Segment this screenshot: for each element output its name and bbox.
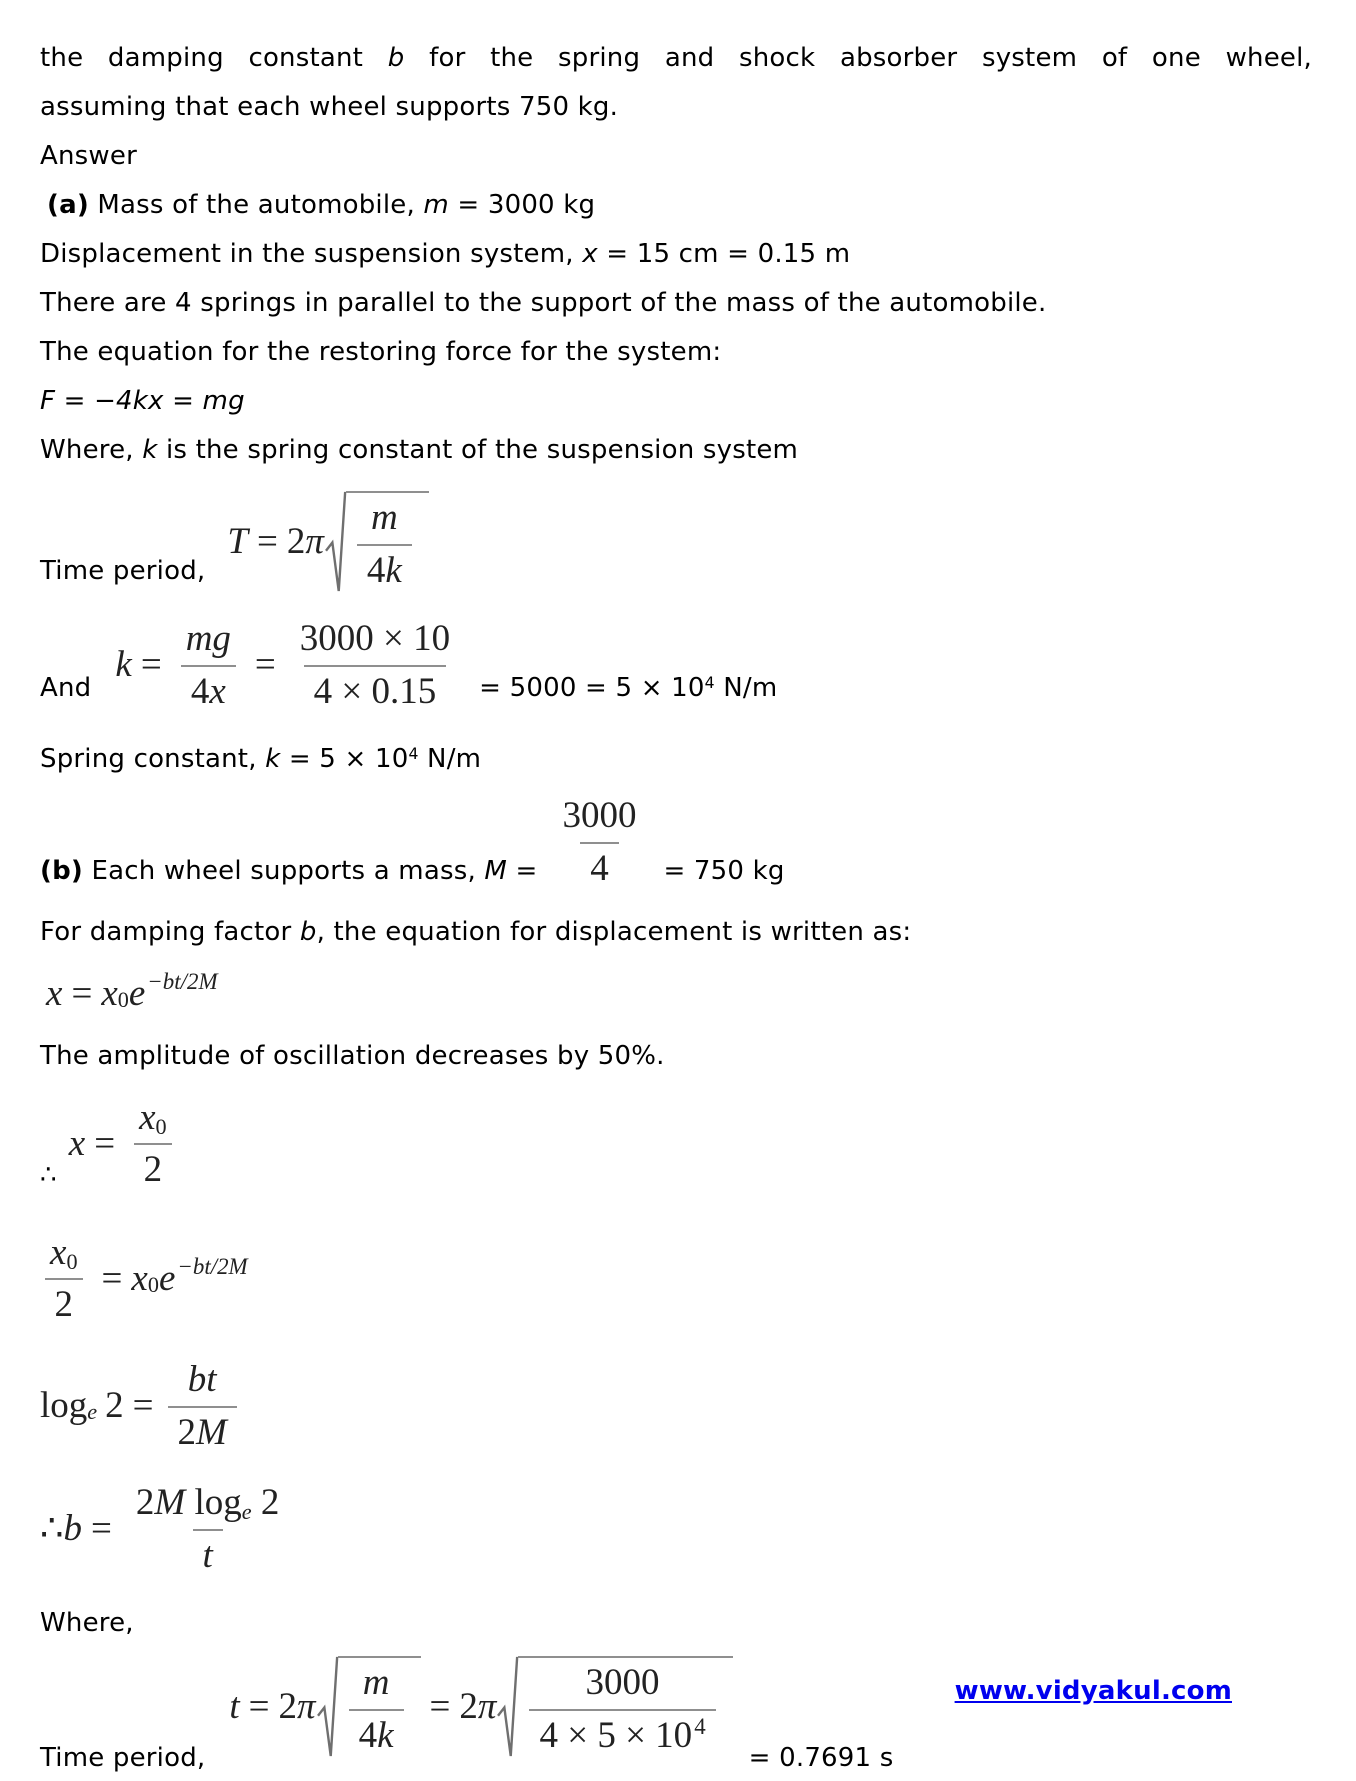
formula-damping-constant [40, 1482, 294, 1577]
radical-sign-icon [498, 1656, 518, 1759]
equals-sign: = [507, 856, 538, 887]
answer-label: Answer [40, 141, 137, 171]
answer-heading [40, 132, 1312, 181]
intro-text: the damping constant [40, 43, 388, 73]
denominator-t: t [193, 1529, 223, 1578]
therefore-symbol: ∴ [40, 1508, 64, 1550]
log-argument-2: 2 [251, 1482, 280, 1524]
equals-sign: = [71, 973, 93, 1015]
equals-sign: = [132, 1385, 154, 1427]
radical-sign-icon [318, 1656, 338, 1759]
final-result: = 0.7691 s [748, 1743, 894, 1774]
radicand [338, 1656, 421, 1759]
part-b-label: (b) [40, 856, 83, 887]
damping-text: For damping factor [40, 917, 300, 948]
subscript-0: 0 [147, 1272, 159, 1298]
spring-constant-text: Spring constant, [40, 744, 266, 775]
fraction-mg-over-4x [176, 618, 241, 713]
pi-symbol: π [305, 521, 324, 563]
square-root [498, 1656, 732, 1759]
spring-constant-unit: N/m [418, 744, 482, 775]
numerator-m: m [370, 497, 398, 538]
var-x0: x [50, 1231, 67, 1273]
var-x0: x [139, 1096, 156, 1138]
restoring-text: The equation for the restoring force for the system: [40, 337, 722, 367]
where-text: Where, [40, 435, 143, 465]
var-x0: x [131, 1258, 148, 1300]
part-b-text: Each wheel supports a mass, [82, 856, 485, 887]
fraction-x0-over-2 [129, 1097, 177, 1192]
digit-2: 2 [177, 1411, 197, 1453]
denominator-2: 2 [45, 1278, 84, 1327]
spring-constant-line [40, 735, 1312, 787]
euler-e: e [158, 1258, 176, 1300]
exponent-4: 4 [408, 745, 419, 764]
time-period-row [40, 491, 1312, 594]
equals-sign: = [248, 1686, 270, 1728]
exponent-4: 4 [694, 1714, 706, 1740]
denominator-2M [168, 1406, 237, 1455]
therefore-x-half-row [40, 1097, 1312, 1192]
numerator-3000: 3000 [585, 1662, 660, 1704]
log-base-e: e [87, 1399, 98, 1425]
digit-4: 4 [190, 670, 210, 712]
digit-4: 4 [358, 1714, 378, 1756]
formula-final-time-period [229, 1656, 732, 1781]
var-m: m [423, 190, 449, 220]
denominator-4k [357, 544, 412, 593]
part-b-text-group [40, 856, 537, 890]
formula-var-x: x [46, 973, 63, 1015]
fraction-3000-over-4x5x10e4 [529, 1662, 715, 1757]
var-k: k [377, 1714, 394, 1756]
denominator-2: 2 [134, 1143, 173, 1192]
log-argument-2: 2 [105, 1385, 124, 1427]
fraction-3000-over-4 [552, 795, 646, 890]
numerator-3000: 3000 [562, 795, 637, 837]
log-equation-block [40, 1359, 1312, 1454]
log-base-e: e [241, 1499, 252, 1525]
numerator-mg: mg [185, 618, 231, 660]
part-a-value: = 3000 kg [448, 190, 596, 220]
var-x0: x [101, 973, 118, 1015]
var-M: M [196, 1411, 227, 1453]
denominator-4x015: 4 × 0.15 [304, 665, 447, 714]
equals-sign: = [254, 644, 276, 686]
denominator-4x5x10e4 [529, 1709, 715, 1758]
numerator-3000x10: 3000 × 10 [299, 618, 451, 660]
where-text: Where, [40, 1608, 134, 1639]
part-a-line [40, 181, 1312, 230]
where-line [40, 1599, 1312, 1648]
displacement-line [40, 230, 1312, 279]
and-label: And [40, 673, 92, 704]
time-period-label: Time period, [40, 1743, 206, 1774]
euler-e: e [128, 973, 146, 1015]
displacement-equation-block [40, 963, 1312, 1016]
damping-constant-equation-block [40, 1482, 1312, 1577]
log-function: log [40, 1385, 88, 1427]
var-k: k [142, 435, 158, 465]
k-result-unit: N/m [714, 673, 778, 704]
where-k-line [40, 426, 1312, 475]
force-equation-line [40, 377, 1312, 426]
equals-sign: = [101, 1258, 123, 1300]
equals-sign: = [429, 1686, 451, 1728]
radicand [518, 1656, 732, 1759]
exponent-4: 4 [704, 674, 715, 693]
coefficient-2: 2 [286, 521, 306, 563]
amplitude-line [40, 1032, 1312, 1081]
fraction-x0-over-2 [40, 1232, 88, 1327]
numerator-bt [178, 1359, 227, 1406]
coefficient-2: 2 [459, 1686, 478, 1728]
subscript-0: 0 [155, 1114, 167, 1140]
formula-var-k: k [115, 644, 132, 686]
restoring-line [40, 328, 1312, 377]
damping-text-post: , the equation for displacement is written as: [316, 917, 912, 948]
radicand [346, 491, 429, 594]
var-b: b [299, 917, 317, 948]
radical-sign-icon [326, 491, 346, 594]
formula-var-t: t [229, 1686, 240, 1728]
var-k: k [385, 549, 402, 591]
formula-var-x: x [68, 1123, 86, 1165]
numerator-2Mlog2 [126, 1482, 289, 1529]
part-a-label: (a) [47, 190, 89, 220]
var-x: x [582, 239, 598, 269]
var-b: b [187, 1359, 207, 1401]
intro-text: assuming that each wheel supports 750 kg. [40, 92, 619, 122]
formula-x-half [69, 1097, 182, 1192]
formula-mass-fraction [547, 795, 651, 890]
force-equation: F = −4kx = mg [40, 386, 245, 416]
pi-symbol: π [297, 1686, 316, 1728]
springs-line [40, 279, 1312, 328]
formula-spring-constant [115, 618, 465, 713]
formula-log [40, 1359, 242, 1454]
log-function: log [185, 1482, 242, 1524]
where-text-post: is the spring constant of the suspension system [157, 435, 799, 465]
displacement-value: = 15 cm = 0.15 m [597, 239, 851, 269]
equals-sign: = [140, 644, 162, 686]
formula-time-period [227, 491, 428, 594]
fraction-m-over-4k [357, 497, 412, 592]
var-M: M [154, 1482, 186, 1524]
final-time-period-row [40, 1656, 1312, 1781]
denominator-4k [349, 1709, 404, 1758]
intro-line-2 [40, 83, 1312, 132]
pi-symbol: π [477, 1686, 497, 1728]
springs-text: There are 4 springs in parallel to the support of the mass of the automobile. [40, 288, 1047, 318]
fraction-3000x10-over-4x015 [290, 618, 460, 713]
subscript-0: 0 [66, 1249, 78, 1275]
intro-line-1 [40, 34, 1312, 83]
damping-factor-line [40, 908, 1312, 957]
fraction-m-over-4k [349, 1662, 404, 1757]
var-t: t [206, 1359, 217, 1401]
var-b: b [387, 43, 405, 73]
equals-sign: = [91, 1508, 112, 1550]
vidyakul-link[interactable]: www.vidyakul.com [954, 1676, 1232, 1706]
digit-4: 4 [366, 549, 386, 591]
denominator-4: 4 [580, 842, 619, 891]
coefficient-2: 2 [278, 1686, 298, 1728]
exponent-bt-2M: −bt/2M [147, 968, 218, 994]
digit-2: 2 [135, 1482, 155, 1524]
part-b-row [40, 795, 1312, 890]
formula-var-T: T [227, 521, 248, 563]
k-equation-row [40, 618, 1312, 713]
fraction-2Mlog2-over-t [126, 1482, 289, 1577]
time-period-label: Time period, [40, 556, 206, 587]
therefore-symbol: ∴ [40, 1159, 57, 1190]
fraction-bt-over-2M [168, 1359, 237, 1454]
part-b-result: = 750 kg [663, 856, 785, 887]
intro-text: for the spring and shock absorber system of one wheel, [404, 43, 1312, 73]
numerator-x0 [129, 1097, 177, 1144]
k-result [479, 673, 777, 713]
half-amplitude-equation-block [40, 1232, 1312, 1327]
numerator-m: m [362, 1662, 390, 1704]
var-k: k [265, 744, 281, 775]
var-M: M [484, 856, 508, 887]
subscript-0: 0 [117, 987, 129, 1013]
var-b: b [63, 1508, 83, 1550]
displacement-text: Displacement in the suspension system, [40, 239, 583, 269]
denominator-value: 4 × 5 × 10 [539, 1714, 693, 1756]
equals-sign: = [94, 1123, 116, 1165]
var-x: x [209, 670, 226, 712]
square-root [318, 1656, 421, 1759]
formula-half-amplitude [40, 1232, 248, 1327]
spring-constant-value: = 5 × 10 [280, 744, 409, 775]
equals-sign: = [256, 521, 278, 563]
denominator-4x [181, 665, 236, 714]
exponent-bt-2M: −bt/2M [177, 1253, 248, 1279]
numerator-x0 [40, 1232, 88, 1279]
amplitude-text: The amplitude of oscillation decreases by 50%. [40, 1040, 665, 1071]
k-result-value: = 5000 = 5 × 10 [479, 673, 705, 704]
square-root [326, 491, 429, 594]
formula-displacement [46, 968, 218, 1016]
part-a-text: Mass of the automobile, [88, 190, 424, 220]
